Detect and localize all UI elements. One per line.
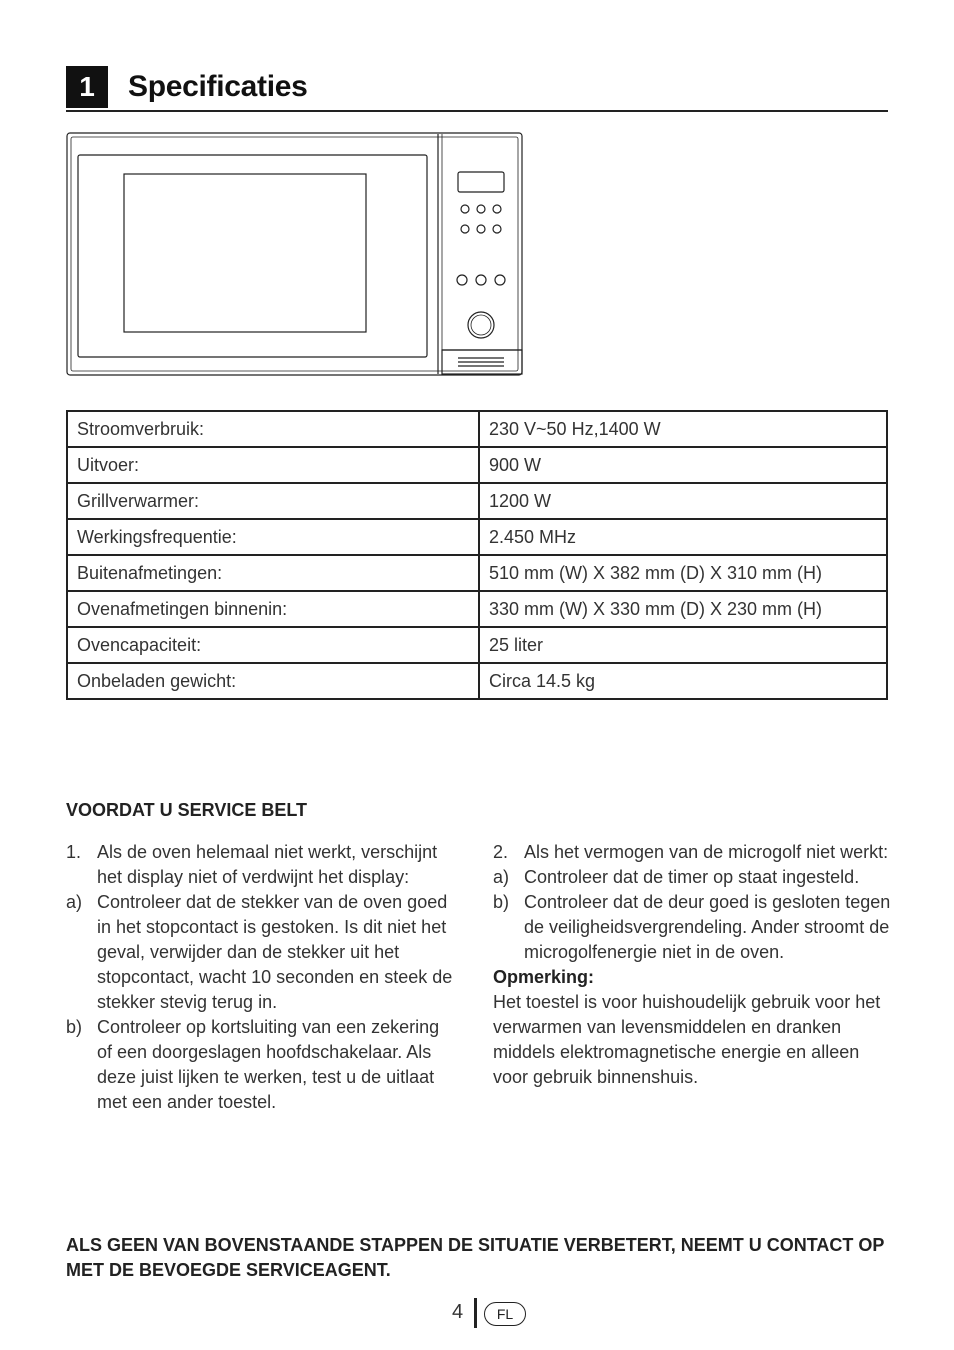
table-row: [67, 555, 887, 591]
table-row: [67, 663, 887, 699]
control-button: [477, 205, 485, 213]
spec-label: Stroomverbruik:: [67, 411, 479, 447]
control-dial: [468, 312, 494, 338]
list-text: Controleer dat de deur goed is gesloten tegen de veiligheidsvergrendeling. Ander stroomt de microgolfenergie niet in de oven.: [524, 892, 891, 962]
spec-value: 2.450 MHz: [479, 519, 887, 555]
list-text: Als de oven helemaal niet werkt, verschijnt het display niet of verdwijnt het display:: [97, 842, 438, 887]
list-item: [493, 865, 893, 890]
final-notice: ALS GEEN VAN BOVENSTAANDE STAPPEN DE SITUATIE VERBETERT, NEEMT U CONTACT OP MET DE BEVOEGDE SERVICEAGENT.: [66, 1235, 885, 1280]
service-left-column: [66, 840, 456, 1115]
spec-value: Circa 14.5 kg: [479, 663, 887, 699]
note-heading: Opmerking:: [493, 967, 595, 987]
table-row: [67, 519, 887, 555]
list-item: [66, 890, 456, 1015]
spec-label: Onbeladen gewicht:: [67, 663, 479, 699]
oven-door: [78, 155, 427, 357]
table-row: [67, 447, 887, 483]
spec-label: Werkingsfrequentie:: [67, 519, 479, 555]
spec-value: 900 W: [479, 447, 887, 483]
specifications-table: [66, 410, 888, 700]
spec-label: Ovencapaciteit:: [67, 627, 479, 663]
control-button: [476, 275, 486, 285]
display-panel: [458, 172, 504, 192]
page-number: 4: [452, 1301, 464, 1323]
list-text: Controleer dat de timer op staat ingesteld.: [524, 867, 860, 887]
list-text: Als het vermogen van de microgolf niet werkt:: [524, 842, 889, 862]
table-row: [67, 627, 887, 663]
control-button: [461, 225, 469, 233]
language-badge: FL: [484, 1302, 526, 1326]
section-number: 1: [66, 66, 108, 108]
list-marker: 1.: [66, 842, 82, 862]
spec-label: Uitvoer:: [67, 447, 479, 483]
service-right-column: [493, 840, 893, 1090]
list-marker: a): [66, 892, 83, 912]
page-title: Specificaties: [128, 70, 308, 103]
list-marker: b): [493, 892, 510, 912]
spec-value: 25 liter: [479, 627, 887, 663]
spec-label: Grillverwarmer:: [67, 483, 479, 519]
spec-value: 510 mm (W) X 382 mm (D) X 310 mm (H): [479, 555, 887, 591]
control-button: [457, 275, 467, 285]
table-row: [67, 591, 887, 627]
oven-body: [67, 133, 522, 375]
list-item: [493, 840, 893, 865]
spec-label: Ovenafmetingen binnenin:: [67, 591, 479, 627]
page-divider: [474, 1298, 477, 1328]
list-item: [66, 1015, 456, 1115]
spec-value: 1200 W: [479, 483, 887, 519]
note-text: Het toestel is voor huishoudelijk gebruik voor het verwarmen van levensmiddelen en dranken middels elektromagnetische energie en alleen voor gebruik binnenshuis.: [493, 992, 881, 1087]
list-text: Controleer op kortsluiting van een zekering of een doorgeslagen hoofdschakelaar. Als deze juist lijken te werken, test u de uitlaat met een ander toestel.: [97, 1017, 440, 1112]
list-item: [493, 890, 893, 965]
spec-label: Buitenafmetingen:: [67, 555, 479, 591]
microwave-illustration: [66, 132, 524, 378]
spec-value: 330 mm (W) X 330 mm (D) X 230 mm (H): [479, 591, 887, 627]
list-marker: a): [493, 867, 510, 887]
table-row: [67, 411, 887, 447]
control-button: [477, 225, 485, 233]
service-heading: VOORDAT U SERVICE BELT: [66, 800, 308, 820]
control-button: [493, 205, 501, 213]
list-item: [66, 840, 456, 890]
control-button: [493, 225, 501, 233]
list-marker: 2.: [493, 842, 509, 862]
oven-window: [124, 174, 366, 332]
spec-value: 230 V~50 Hz,1400 W: [479, 411, 887, 447]
control-button: [495, 275, 505, 285]
section-header: [66, 66, 888, 112]
table-row: [67, 483, 887, 519]
list-text: Controleer dat de stekker van de oven goed in het stopcontact is gestoken. Is dit niet het geval, verwijder dan de stekker uit het stopcontact, wacht 10 seconden en steek de stekker stevig terug in.: [97, 892, 453, 1012]
list-marker: b): [66, 1017, 83, 1037]
control-button: [461, 205, 469, 213]
